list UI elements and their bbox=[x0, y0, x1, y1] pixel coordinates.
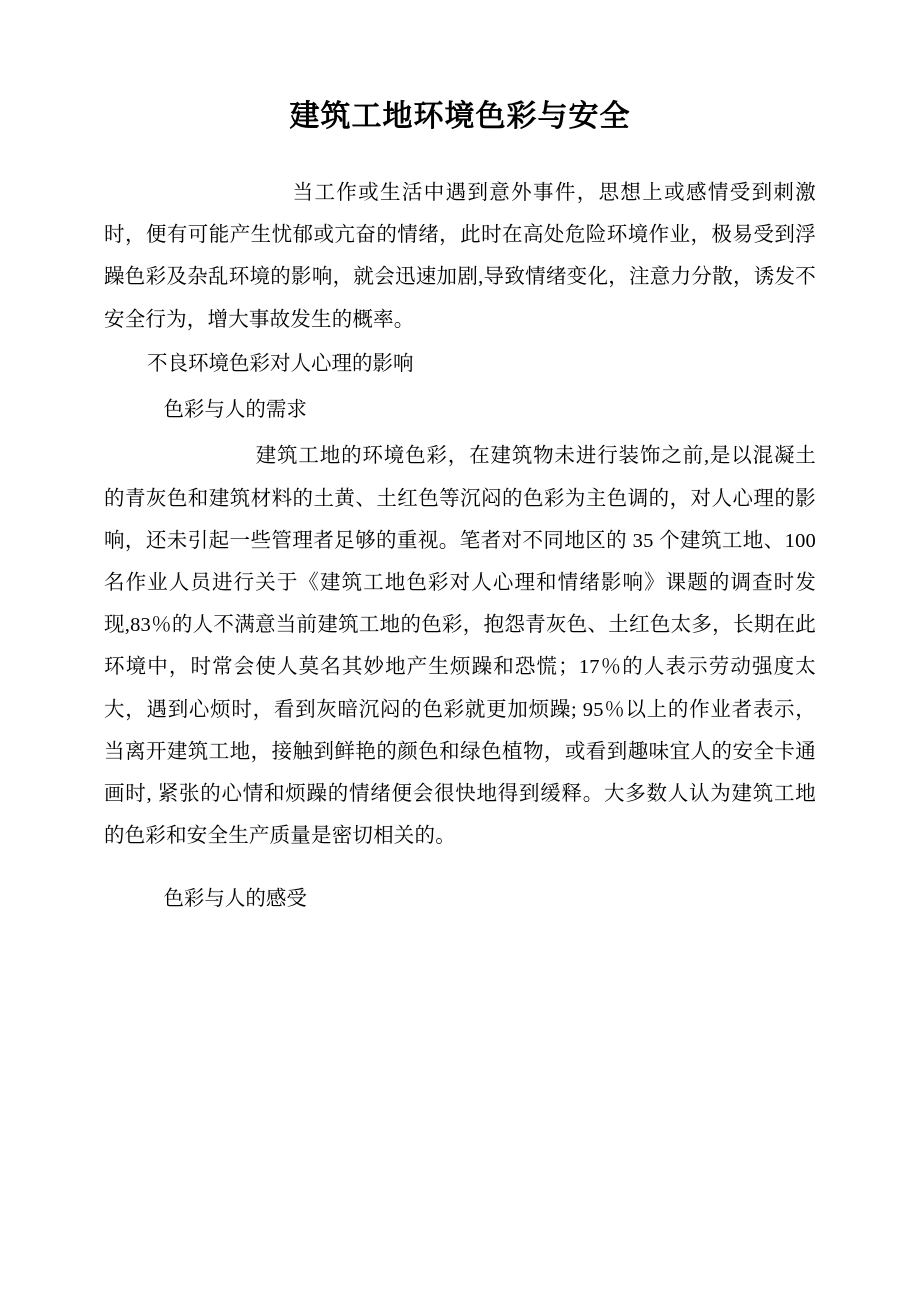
section-heading-3: 色彩与人的感受 bbox=[163, 887, 307, 910]
page-title: 建筑工地环境色彩与安全 bbox=[289, 100, 631, 133]
paragraph-intro: 当工作或生活中遇到意外事件，思想上或感情受到刺激时，便有可能产生忧郁或亢奋的情绪，此时在高处危险环境作业，极易受到浮躁色彩及杂乱环境的影响，就会迅速加剧,导致情绪变化，注意力分散，诱发不安全行为，增大事故发生的概率。 bbox=[104, 182, 816, 331]
paragraph-body-1: 建筑工地的环境色彩，在建筑物未进行装饰之前,是以混凝土的青灰色和建筑材料的土黄、土红色等沉闷的色彩为主色调的，对人心理的影响，还未引起一些管理者足够的重视。笔者对不同地区的 35 个建筑工地、100 名作业人员进行关于《建筑工地色彩对人心理和情绪影响》课题的调查时发现,83％的人不满意当前建筑工地的色彩，抱怨青灰色、土红色太多，长期在此环境中，时常会使人莫名其妙地产生烦躁和恐慌；17％的人表示劳动强度太大，遇到心烦时，看到灰暗沉闷的色彩就更加烦躁; 95％以上的作业者表示，当离开建筑工地，接触到鲜艳的颜色和绿色植物，或看到趣味宜人的安全卡通画时, 紧张的心情和烦躁的情绪便会很快地得到缓释。大多数人认为建筑工地的色彩和安全生产质量是密切相关的。 bbox=[104, 445, 816, 848]
section-heading-2: 色彩与人的需求 bbox=[163, 399, 307, 422]
section-heading-1: 不良环境色彩对人心理的影响 bbox=[147, 352, 414, 375]
